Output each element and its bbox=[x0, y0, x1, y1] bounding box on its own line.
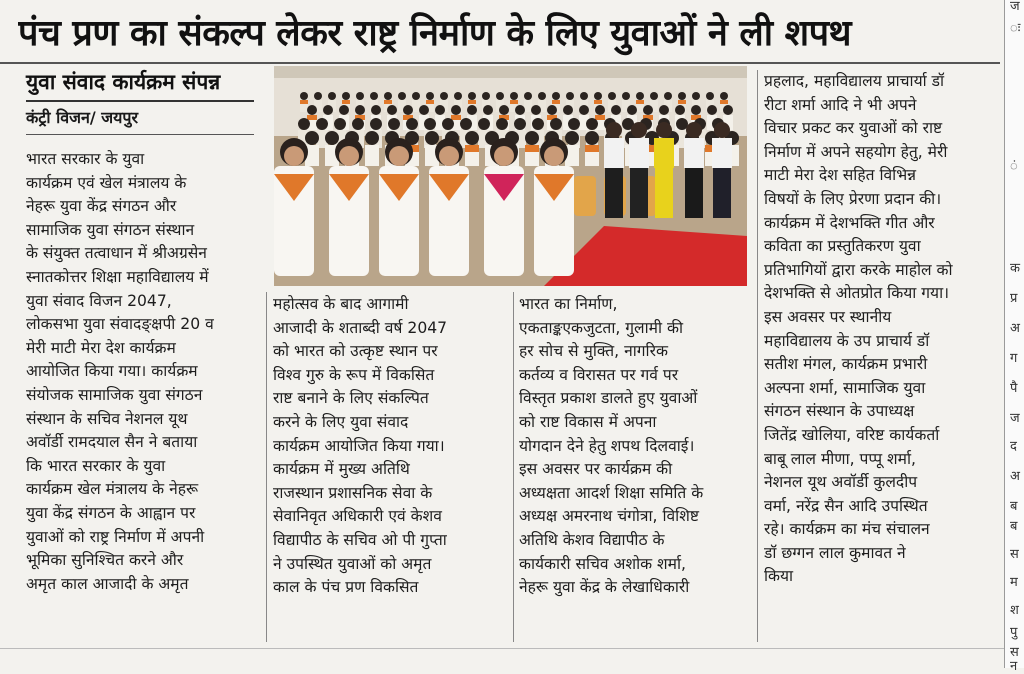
edge-fragment: पै bbox=[1010, 381, 1018, 396]
edge-fragment: प्र bbox=[1010, 291, 1018, 306]
subheadline: युवा संवाद कार्यक्रम संपन्न bbox=[26, 70, 221, 94]
edge-fragment: म bbox=[1010, 575, 1018, 590]
article-column-4: प्रहलाद, महाविद्यालय प्राचार्या डॉ रीटा शर्मा आदि ने भी अपने विचार प्रकट कर युवाओं को राष्ट निर्माण में अपने सहयोग हेतु, मेरी माटी मेरा देश सहित विभिन्न विषयों के लिए प्रेरणा प्रदान की। कार्यक्रम में देशभक्ति गीत और कविता का प्रस्तुतिकरण युवा प्रतिभागियों द्वारा करके माहोल को देशभक्ति से ओतप्रोत किया गया। इस अवसर पर स्थानीय महाविद्यालय के उप प्राचार्य डॉ सतीश मंगल, कार्यक्रम प्रभारी अल्पना शर्मा, सामाजिक युवा संगठन संस्थान के उपाध्यक्ष जितेंद्र खोलिया, वरिष्ट कार्यकर्ता बाबू लाल मीणा, पप्पू शर्मा, नेशनल यूथ अवॉर्डी कुलदीप वर्मा, नरेंद्र सैन आदि उपस्थित रहे। कार्यक्रम का मंच संचालन डॉ छग्गन लाल कुमावत ने किया bbox=[764, 72, 953, 586]
edge-fragment: स bbox=[1010, 645, 1019, 660]
edge-fragment: ज bbox=[1010, 411, 1020, 426]
column-divider bbox=[757, 70, 758, 642]
page-bottom-rule bbox=[0, 648, 1004, 649]
event-photo bbox=[274, 66, 747, 286]
subheadline-rule bbox=[26, 100, 254, 102]
column-divider bbox=[513, 292, 514, 642]
byline: कंट्री विजन/ जयपुर bbox=[26, 108, 139, 127]
edge-fragment: ग bbox=[1010, 351, 1018, 366]
edge-fragment: ब bbox=[1010, 519, 1018, 534]
headline: पंच प्रण का संकल्प लेकर राष्ट्र निर्माण के लिए युवाओं ने ली शपथ bbox=[18, 13, 852, 54]
article-column-2: महोत्सव के बाद आगामी आजादी के शताब्दी वर्ष 2047 को भारत को उत्कृष्ट स्थान पर विश्व गुरु के रूप में विकसित राष्ट बनाने के लिए संकल्पित करने के लिए युवा संवाद कार्यक्रम आयोजित किया गया। कार्यक्रम में मुख्य अतिथि राजस्थान प्रशासनिक सेवा के सेवानिवृत अधिकारी एवं केशव विद्यापीठ के सचिव ओ पी गुप्ता ने उपस्थित युवाओं को अमृत काल के पंच प्रण विकसित bbox=[273, 295, 448, 597]
headline-rule bbox=[0, 62, 1000, 64]
edge-fragment: न bbox=[1010, 659, 1018, 674]
edge-fragment: श bbox=[1010, 603, 1019, 618]
column-divider bbox=[266, 292, 267, 642]
edge-fragment: ब bbox=[1010, 499, 1018, 514]
edge-fragment: अ bbox=[1010, 321, 1020, 336]
article-column-3: भारत का निर्माण, एकताङ्कएकजुटता, गुलामी की हर सोच से मुक्ति, नागरिक कर्तव्य व विरासत पर गर्व पर विस्तृत प्रकाश डालते हुए युवाओं को राष्ट विकास में अपना योगदान देने हेतु शपथ दिलवाई। इस अवसर पर कार्यक्रम की अध्यक्षता आदर्श शिक्षा समिति के अध्यक्ष अमरनाथ चंगोत्रा, विशिष्ट अतिथि केशव विद्यापीठ के कार्यकारी सचिव अशोक शर्मा, नेहरू युवा केंद्र के लेखाधिकारी bbox=[519, 295, 704, 597]
edge-fragment: ं bbox=[1010, 159, 1018, 174]
edge-fragment: अ bbox=[1010, 469, 1020, 484]
edge-fragment: ज bbox=[1010, 0, 1020, 14]
edge-fragment: पु bbox=[1010, 625, 1018, 640]
byline-rule bbox=[26, 134, 254, 135]
article-column-1: भारत सरकार के युवा कार्यक्रम एवं खेल मंत्रालय के नेहरू युवा केंद्र संगठन और सामाजिक युवा संगठन संस्थान के संयुक्त तत्वाधान में श्रीअग्रसेन स्नातकोत्तर शिक्षा महाविद्यालय में युवा संवाद विजन 2047, लोकसभा युवा संवादङ्क्षपी 20 व मेरी माटी मेरा देश कार्यक्रम आयोजित किया गया। कार्यक्रम संयोजक सामाजिक युवा संगठन संस्थान के सचिव नेशनल यूथ अवॉर्डी रामदयाल सैन ने बताया कि भारत सरकार के युवा कार्यक्रम खेल मंत्रालय के नेहरू युवा केंद्र संगठन के आह्वान पर युवाओं को राष्ट्र निर्माण में अपनी भूमिका सुनिश्चित करने और अमृत काल आजादी के अमृत bbox=[26, 150, 214, 593]
edge-fragment: क bbox=[1010, 261, 1020, 276]
edge-fragment: ः bbox=[1010, 21, 1021, 36]
edge-fragment: स bbox=[1010, 547, 1019, 562]
edge-fragment: द bbox=[1010, 439, 1017, 454]
